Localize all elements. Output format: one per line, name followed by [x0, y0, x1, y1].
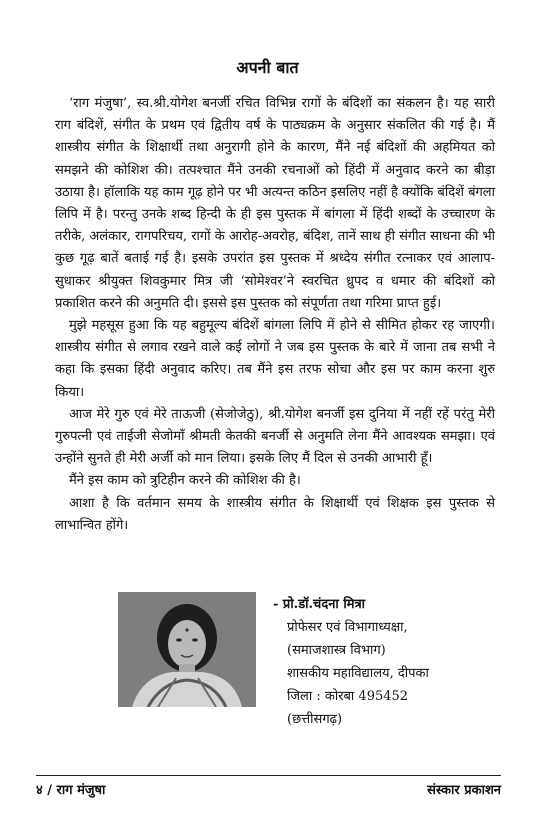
author-signature-block	[273, 593, 513, 731]
paragraph-effort: मैंने इस काम को त्रुटिहीन करने की कोशिश की है।	[69, 473, 301, 489]
footer-publisher: संस्कार प्रकाशन	[427, 783, 501, 798]
author-department: (समाजशास्त्र विभाग)	[287, 643, 386, 658]
paragraph-motivation: मुझे महसूस हुआ कि यह बहुमूल्य बंदिशें बांगला लिपि में होने से सीमित होकर रह जाएगी। शास्त्रीय संगीत से लगाव रखने वाले कई लोगों ने जब इस पुस्तक के बारे में जाना तब सभी ने कहा कि इसका हिंदी अनुवाद करिए। तब मैंने इस तरफ सोचा और इस पर काम करना शुरु किया।	[55, 318, 495, 400]
author-college: शासकीय महाविद्यालय, दीपका	[287, 666, 429, 681]
footer-page-number: ४ / राग मंजुषा	[36, 783, 106, 798]
paragraph-intro: ‘राग मंजुषा’, स्व.श्री.योगेश बनर्जी रचित विभिन्न रागों के बंदिशों का संकलन है। यह सारी राग बंदिशें, संगीत के प्रथम एवं द्वितीय वर्ष के पाठ्यक्रम के अनुसार संकलित की गई है। मैं शास्त्रीय संगीत के शिक्षार्थी तथा अनुरागी होने के कारण, मैंने नई बंदिशों की अहमियत को समझने की कोशिश की। तत्पश्चात मैंने उनकी रचनाओं को हिंदी में अनुवाद करने का बीड़ा उठाया है। हॉलाकि यह काम गूढ़ होने पर भी अत्यन्त कठिन इसलिए नहीं है क्योंकि बंदिशें बंगला लिपि में है। परन्तु उनके शब्द हिन्दी के ही इस पुस्तक में बांगला में हिंदी शब्दों के उच्चारण के तरीके, अलंकार, रागपरिचय, रागों के आरोह-अवरोह, बंदिश, तानें साथ ही संगीत साधना की भी कुछ गूढ़ बातें बताई गई है। इसके उपरांत इस पुस्तक में श्रध्देय संगीत रत्नाकर एवं आलाप- सुधाकर श्रीयुक्त शिवकुमार मित्र जी ‘सोमेश्वर’ने स्वरचित ध्रुपद व धमार की बंदिशों को प्रकाशित करने की अनुमति दी। इससे इस पुस्तक को संपूर्णता तथा गरिमा प्राप्त हुई।	[55, 96, 495, 311]
author-district: जिला : कोरबा 495452	[287, 689, 409, 704]
paragraph-acknowledgement: आज मेरे गुरु एवं मेरे ताऊजी (सेजोजेठु), श्री.योगेश बनर्जी इस दुनिया में नहीं रहें परंतु मेरी गुरुपत्नी एवं ताईजी सेजोमाँ श्रीमती केतकी बनर्जी से अनुमति लेना मैंने आवश्यक समझा। एवं उन्होंने सुनते ही मेरी अर्जी को मान लिया। इसके लिए मैं दिल से उनकी आभारी हूँ।	[55, 406, 495, 467]
author-photo	[118, 592, 256, 707]
paragraph-hope: आशा है कि वर्तमान समय के शास्त्रीय संगीत के शिक्षार्थी एवं शिक्षक इस पुस्तक से लाभान्वित होंगे।	[55, 495, 495, 533]
author-state: (छत्तीसगढ़)	[287, 712, 343, 727]
preface-body	[55, 93, 495, 537]
footer-divider	[36, 775, 501, 776]
author-name: - प्रो.डॉ.चंदना मित्रा	[273, 597, 366, 612]
author-designation: प्रोफेसर एवं विभागाध्यक्षा,	[287, 620, 408, 635]
page-title: अपनी बात	[236, 58, 299, 77]
